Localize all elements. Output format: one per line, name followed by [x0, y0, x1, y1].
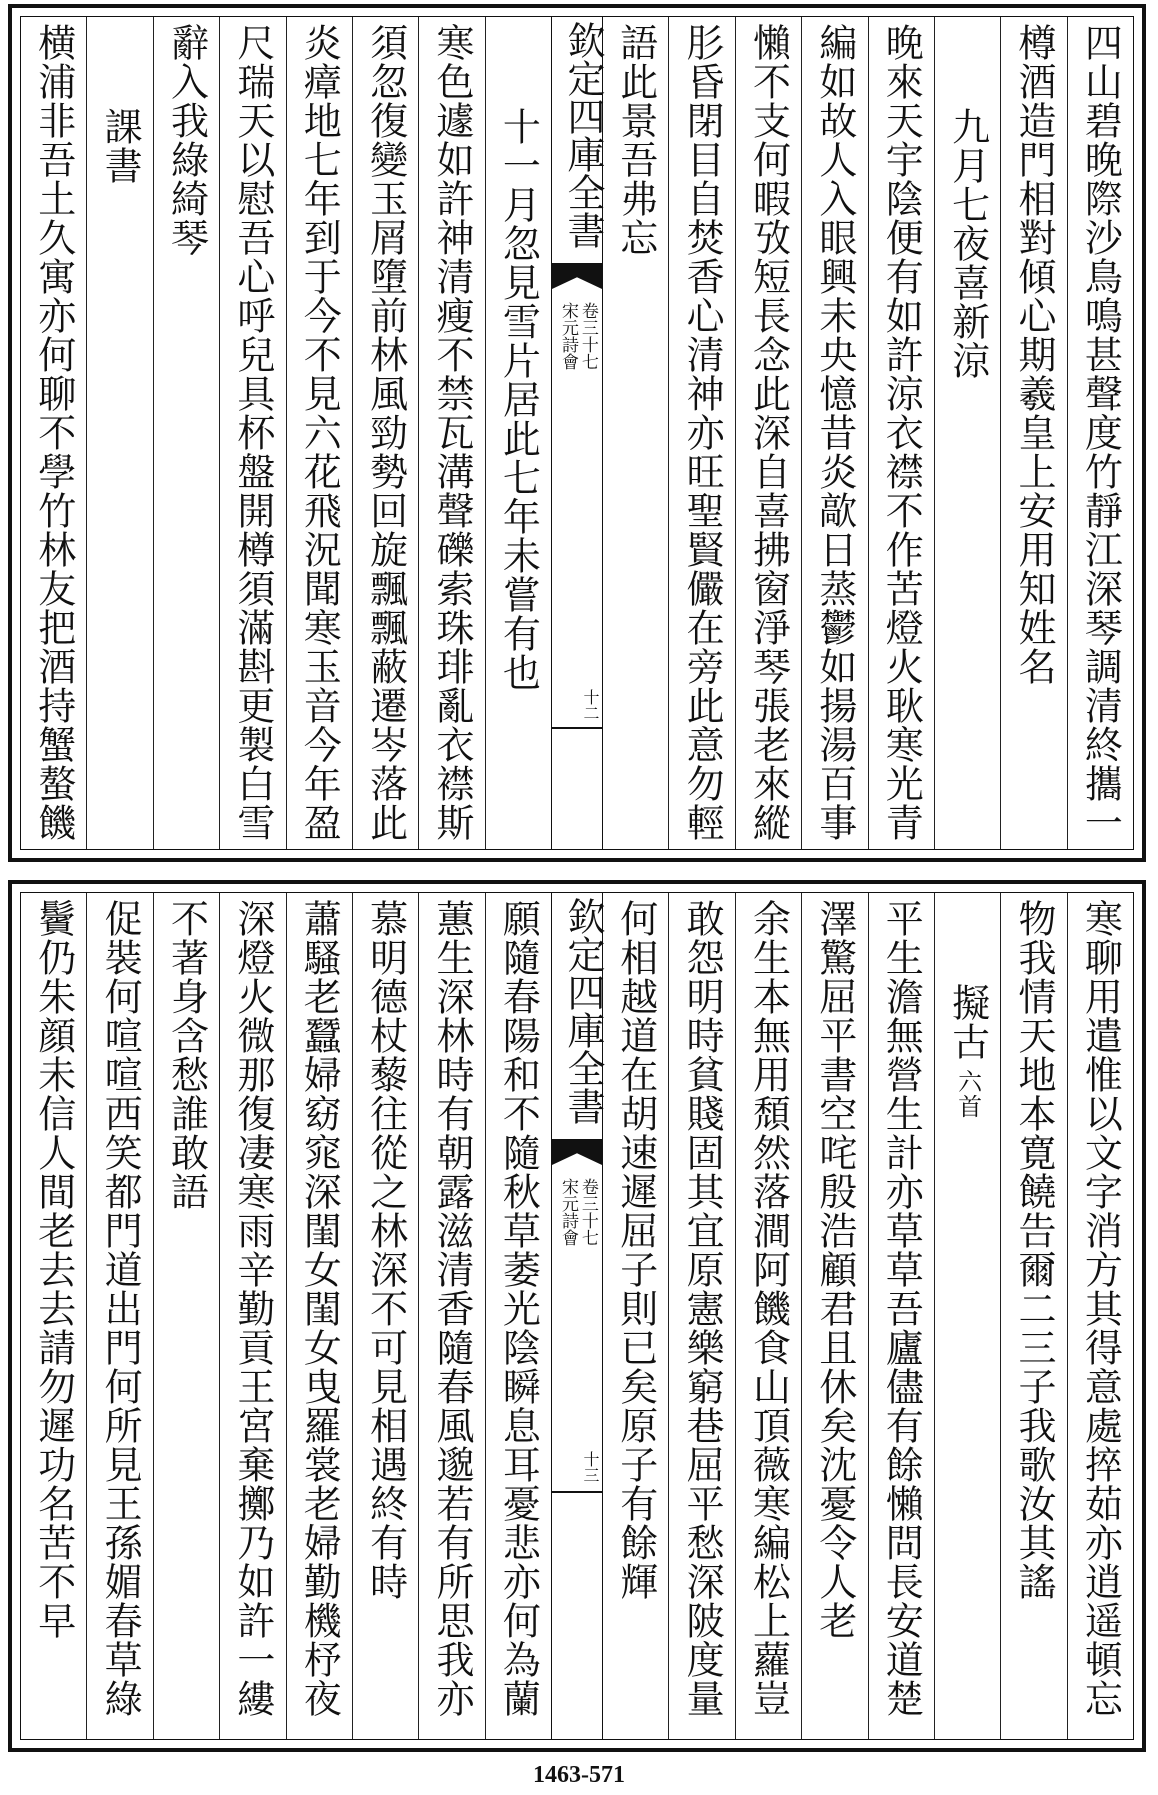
column: 擬古 六首	[934, 893, 1000, 1739]
center-book-title: 宋元詩會	[558, 1178, 578, 1246]
column: 横浦非吾土久寓亦何聊不學竹林友把酒持蟹螯饑	[31, 23, 76, 842]
fish-tail-lower-line	[552, 727, 602, 729]
column: 澤驚屈平書空咤殷浩顧君且休矣沈憂令人老	[801, 893, 867, 1739]
center-book-info	[552, 302, 602, 370]
column: 物我情天地本寛饒告爾二三子我歌汝其謠	[1000, 893, 1066, 1739]
column: 蕭騷老蠶婦窈窕深閨女閨女曳羅裳老婦勤機杼夜	[286, 893, 352, 1739]
column: 編如故人入眼興未央憶昔炎歊日蒸鬱如揚湯百事	[801, 17, 867, 849]
fish-tail-upper-icon	[552, 263, 602, 289]
column: 晚來天宇陰便有如許涼衣襟不作苦燈火耿寒光青	[868, 17, 934, 849]
column: 須忽復變玉屑墮前林風勁勢回旋飄飄蔽遷岑落此	[352, 17, 418, 849]
column: 蕙生深林時有朝露滋清香隨春風邈若有所思我亦	[418, 893, 484, 1739]
fish-tail-upper-icon	[552, 1139, 602, 1165]
column: 九月七夜喜新涼	[934, 17, 1000, 849]
center-page-number: 十三	[581, 1451, 600, 1483]
column: 慕明德杖藜往從之林深不可見相遇終有時	[352, 893, 418, 1739]
column: 不著身含愁誰敢語	[153, 893, 219, 1739]
column: 余生本無用頹然落澗阿饑食山頂薇寒編松上蘿豈	[735, 893, 801, 1739]
page-top-frame	[20, 16, 1134, 850]
column: 語此景吾弗忘	[613, 23, 658, 257]
column: 深燈火微那復凄寒雨辛勤貢王宮棄擲乃如許一縷	[219, 893, 285, 1739]
column: 樽酒造門相對傾心期羲皇上安用知姓名	[1000, 17, 1066, 849]
column: 尺瑞天以慰吾心呼兒具杯盤開樽須滿斟更製白雪	[219, 17, 285, 849]
center-title: 欽定四庫全書	[561, 21, 605, 249]
fish-tail-column	[551, 17, 603, 849]
column: 十一月忽見雪片居此七年未嘗有也	[485, 17, 551, 849]
center-book-info	[552, 1178, 602, 1246]
page-bottom	[8, 880, 1146, 1752]
page-footer-number: 1463-571	[533, 1762, 625, 1788]
center-book-volume: 卷三十七	[577, 1178, 598, 1246]
column: 炎瘴地七年到于今不見六花飛況聞寒玉音今年盈	[286, 17, 352, 849]
column: 何相越道在胡速遲屈子則已矣原子有餘輝	[613, 899, 658, 1601]
column: 促裝何喧喧西笑都門道出門何所見王孫媚春草綠	[86, 893, 152, 1739]
column: 願隨春陽和不隨秋草萎光陰瞬息耳憂悲亦何為蘭	[485, 893, 551, 1739]
column: 辭入我綠綺琴	[153, 17, 219, 849]
page-bottom-frame	[20, 892, 1134, 1740]
poem-count-note: 六首	[953, 1069, 982, 1119]
center-title: 欽定四庫全書	[561, 897, 605, 1125]
page-top	[8, 4, 1146, 862]
column: 四山碧晚際沙鳥鳴甚聲度竹靜江深琴調清終攜一	[1067, 17, 1133, 849]
center-page-number: 十二	[581, 689, 600, 721]
column: 平生澹無營生計亦草草吾廬儘有餘懶問長安道楚	[868, 893, 934, 1739]
column: 鬢仍朱顔未信人間老去去請勿遲功名苦不早	[31, 899, 76, 1640]
column: 寒色遽如許神清瘦不禁瓦溝聲礫索珠琲亂衣襟斯	[418, 17, 484, 849]
column: 寒聊用遣惟以文字消方其得意處捽茹亦逍遥頓忘	[1067, 893, 1133, 1739]
column: 敢怨明時貧賤固其宜原憲樂窮巷屈平愁深陂度量	[668, 893, 734, 1739]
column: 懶不支何暇攷短長念此深自喜拂窗淨琴張老來縱	[735, 17, 801, 849]
column: 課書	[86, 17, 152, 849]
center-book-volume: 卷三十七	[577, 302, 598, 370]
fish-tail-column	[551, 893, 603, 1739]
fish-tail-lower-line	[552, 1491, 602, 1493]
center-book-title: 宋元詩會	[558, 302, 578, 370]
column: 肜昏閉目自焚香心清神亦旺聖賢儼在旁此意勿輕	[668, 17, 734, 849]
